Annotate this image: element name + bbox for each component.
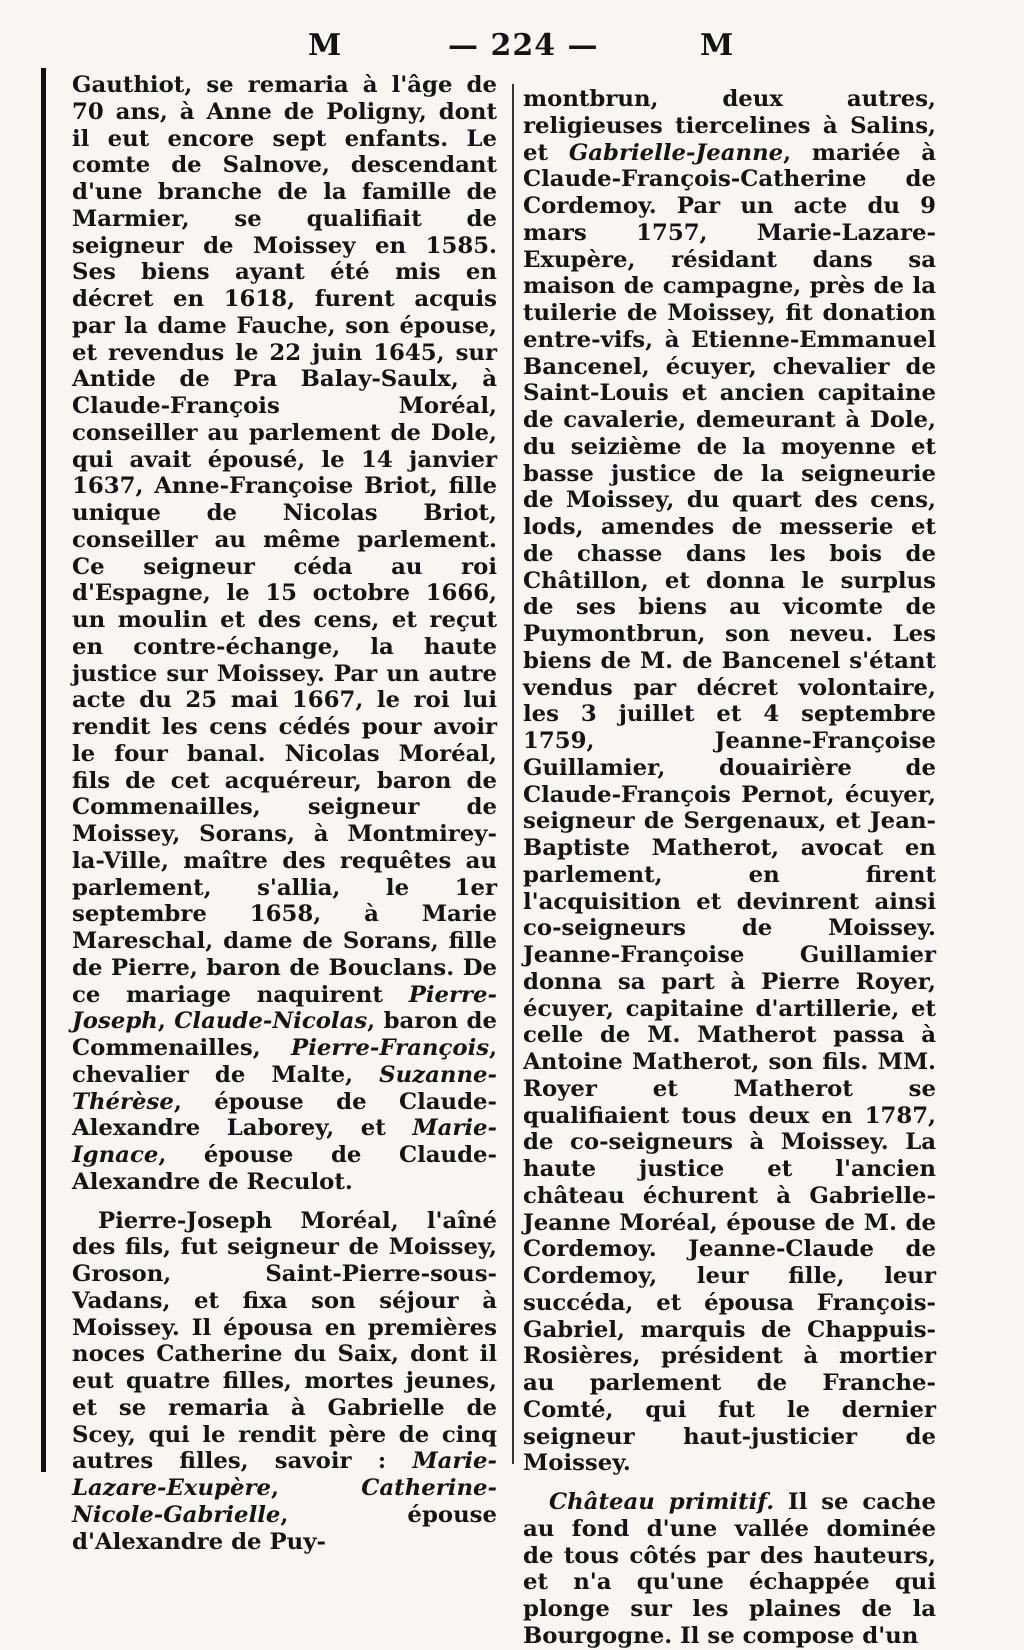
name-pierre-joseph: Pierre-Joseph	[72, 981, 497, 1035]
name-gabrielle: Gabrielle-Jeanne	[568, 139, 784, 166]
name-claude-nicolas: Claude-Nicolas	[174, 1008, 368, 1035]
right-paragraph-2	[523, 1489, 936, 1650]
column-divider	[512, 84, 514, 1464]
heading-chateau: Château primitif.	[549, 1489, 775, 1515]
left-paragraph-1	[72, 72, 497, 1196]
paragraph-gap	[523, 1477, 936, 1489]
text-puy: , épouse d'Alexandre de Puy-	[72, 1501, 497, 1555]
name-pierre-francois: Pierre-François	[291, 1035, 490, 1061]
sep2: ,	[271, 1475, 362, 1501]
name-catherine: Catherine-Nicole-Gabrielle	[72, 1475, 497, 1528]
left-paragraph-2	[72, 1208, 497, 1556]
right-para1-rest: , mariée à Claude-François-Catherine de Cordemoy. Par un acte du 9 mars 1757, Marie-Lazare-Exupère, résidant dans sa maison de campagne, près de la tuilerie de Moissey, fit donation entre-vifs, à Etienne-Emmanuel Bancenel, écuyer, chevalier de Saint-Louis et ancien capitaine de cavalerie, demeurant à Dole, du seizième de la moyenne et basse justice de la seigneurie de Moissey, du quart des cens, lods, amendes de messerie et de chasse dans les bois de Châtillon, et donna le surplus de ses biens au vicomte de Puymontbrun, son neveu. Les biens de M. de Bancenel s'étant vendus par décret volontaire, les 3 juillet et 4 septembre 1759, Jeanne-Françoise Guillamier, douairière de Claude-François Pernot, écuyer, seigneur de Sergenaux, et Jean-Baptiste Matherot, avocat en parlement, en firent l'acquisition et devinrent ainsi co-seigneurs de Moissey. Jeanne-Françoise Guillamier donna sa part à Pierre Royer, écuyer, capitaine d'artillerie, et celle de M. Matherot passa à Antoine Matherot, son fils. MM. Royer et Matherot se qualifiaient tous deux en 1787, de co-seigneurs à Moissey. La haute justice et l'ancien château échurent à Gabrielle-Jeanne Moréal, épouse de M. de Cordemoy. Jeanne-Claude de Cordemoy, leur fille, leur succéda, et épousa François-Gabriel, marquis de Chappuis-Rosières, président à mortier au parlement de Franche-Comté, qui fut le dernier seigneur haut-justicier de Moissey.	[523, 139, 936, 1477]
header-right-letter: M	[700, 28, 734, 63]
right-column	[523, 86, 936, 1650]
right-text-start: montbrun, deux autres, religieuses tiercelines à Salins, et	[523, 86, 936, 166]
text-laborey: , épouse de Claude-Alexandre Laborey, et	[72, 1088, 497, 1142]
paragraph-gap	[72, 1196, 497, 1208]
name-suzanne: Suzanne-Thérèse	[72, 1061, 497, 1115]
left-margin-rule	[41, 68, 46, 1472]
page-number: — 224 —	[448, 28, 599, 63]
left-column	[72, 72, 497, 1555]
header-left-letter: M	[308, 28, 342, 63]
sep1: ,	[157, 1008, 175, 1035]
right-paragraph-1	[523, 86, 936, 1477]
page-header	[0, 28, 1024, 76]
name-marie-ignace: Marie-Ignace	[72, 1115, 497, 1168]
left-para2-text: Pierre-Joseph Moréal, l'aîné des fils, fut seigneur de Moissey, Groson, Saint-Pierre-sous-Vadans, et fixa son séjour à Moissey. Il épousa en premières noces Catherine du Saix, dont il eut quatre filles, mortes jeunes, et se remaria à Gabrielle de Scey, qui le rendit père de cinq autres filles, savoir :	[72, 1207, 497, 1475]
right-para2-text: Il se cache au fond d'une vallée dominée de tous côtés par des hauteurs, et n'a qu'une échappée qui plonge sur les plaines de la Bourgogne. Il se compose d'un	[523, 1489, 936, 1649]
left-para1-text: Gauthiot, se remaria à l'âge de 70 ans, à Anne de Poligny, dont il eut encore sept enfants. Le comte de Salnove, descendant d'une branche de la famille de Marmier, se qualifiait de seigneur de Moissey en 1585. Ses biens ayant été mis en décret en 1618, furent acquis par la dame Fauche, son épouse, et revendus le 22 juin 1645, sur Antide de Pra Balay-Saulx, à Claude-François Moréal, conseiller au parlement de Dole, qui avait épousé, le 14 janvier 1637, Anne-Françoise Briot, fille unique de Nicolas Briot, conseiller au même parlement. Ce seigneur céda au roi d'Espagne, le 15 octobre 1666, un moulin et des cens, et reçut en contre-échange, la haute justice sur Moissey. Par un autre acte du 25 mai 1667, le roi lui rendit les cens cédés pour avoir le four banal. Nicolas Moréal, fils de cet acquéreur, baron de Commenailles, seigneur de Moissey, Sorans, à Montmirey-la-Ville, maître des requêtes au parlement, s'allia, le 1er septembre 1658, à Marie Mareschal, dame de Sorans, fille de Pierre, baron de Bouclans. De ce mariage naquirent	[72, 72, 497, 1008]
text-baron: , baron de Commenailles,	[72, 1008, 497, 1061]
text-malte: , chevalier de Malte,	[72, 1035, 497, 1088]
name-marie-lazare: Marie-Lazare-Exupère	[72, 1448, 497, 1501]
text-reculot: , épouse de Claude-Alexandre de Reculot.	[72, 1142, 497, 1195]
